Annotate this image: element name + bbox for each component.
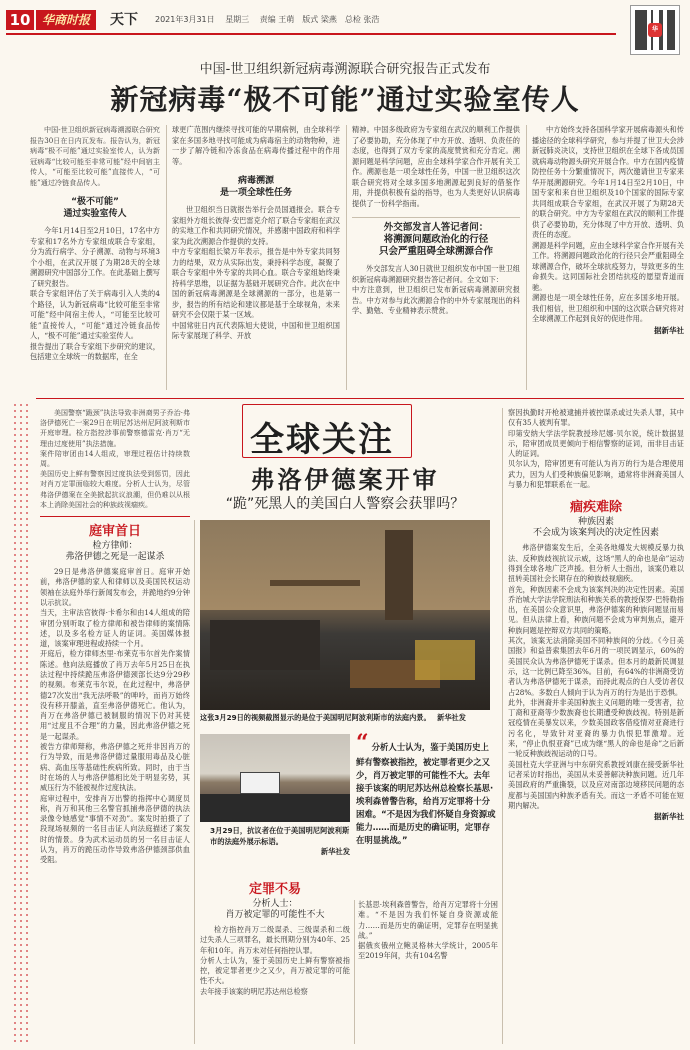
divider: [354, 900, 355, 1044]
photo1-caption-wrap: [200, 713, 500, 723]
decorative-dots: [12, 402, 30, 1042]
sec3-sub: 种族因素 不会成为该案判决的决定性因素: [532, 517, 659, 539]
sec2-title: 定罪不易: [248, 882, 301, 897]
header-rule: [6, 33, 616, 35]
divider: [502, 408, 503, 1044]
top-article-headline: 新冠病毒“极不可能”通过实验室传人: [110, 83, 580, 116]
photo2-credit: 新华社发: [320, 847, 350, 856]
divider: [526, 125, 527, 390]
global-col3: [358, 900, 498, 962]
sec1-sub: 检方律师： 弗洛伊德之死是一起谋杀: [65, 541, 165, 563]
sec2-sub: 分析人士： 肖万被定罪的可能性不大: [225, 899, 325, 920]
protest-photo: [200, 734, 350, 822]
photo2-caption: 3月29日，抗议者在位于美国明尼阿波利斯市的法庭外展示标语。: [210, 826, 350, 846]
subhead-fm-spokesperson: 外交部发言人答记者问： 将溯源问题政治化的行径 只会严重阻碍全球溯源合作: [352, 217, 520, 258]
sec1-title: 庭审首日: [40, 516, 190, 539]
qr-code-icon: 华: [630, 5, 680, 55]
issue-date: 2021年3月31日: [155, 15, 215, 24]
divider: [194, 520, 195, 1044]
quote-mark-icon: “: [356, 730, 369, 756]
col1-body: 今年1月14日至2月10日，17名中方专家和17名外方专家组成联合专家组，分为流行病学、分子溯源、动物与环境3个小组，在武汉开展了为期28天的全球溯源研究中国部分工作。在此基础上撰写了研究报告。 联合专家组评估了关于病毒引入人类的4个路径，认为新冠病毒“比较可能至非常可能”经中间宿主传人，“可能至比较可能”直接传人，“可能”通过冷链食品传人，“极不可能”通过实验室传人。 报告提出了联合专家组下步研究的建议，包括建立全球统一的数据库，在全: [30, 226, 160, 361]
top-article-col3: [352, 125, 520, 317]
header-meta: [155, 14, 379, 25]
top-article-lead: 中国-世卫组织新冠病毒溯源联合研究报告30日在日内瓦发布。报告认为，新冠病毒“极不可能”通过实验室传人，认为新冠病毒“比较可能至非常可能”经中间宿主传人，“可能至比较可能”直接传人，“可能”通过冷链食品传人。: [30, 125, 160, 187]
divider: [166, 125, 167, 390]
subhead-global-task: 病毒溯源 是一项全球性任务: [219, 176, 292, 198]
photo1-caption: 这张3月29日的视频截图显示的是位于美国明尼阿波利斯市的法庭内景。: [200, 713, 431, 722]
newspaper-name: 华商时报: [36, 10, 96, 30]
col3-body-b: 外交部发言人30日就世卫组织发布中国一世卫组织新冠病毒溯源研究报告答记者问。全文如下： 中方注意到，世卫组织已发布新冠病毒溯源研究报告。中方对参与此次溯源合作的中外专家展现出的科学、勤勉、专业精神表示赞赏。: [352, 264, 520, 315]
section-name: 天下: [110, 12, 138, 28]
global-col3-body: 长基思·埃利森曾警告，给肖万定罪将十分困难。“不是因为我们怀疑自身资源或能力……而是历史的确证明，定罪存在明显挑战。” 据俄亥俄州立鲍灵格林大学统计，2005年至2019年间，共有104名警: [358, 900, 498, 961]
global-col4-body-b: 弗洛伊德案发生后，全美各地爆发大规模反暴力执法、反种族歧视抗议示威，这场“黑人的命也是命”运动得到全球各地广泛声援。但分析人士指出，该案仍难以扭转美国社会长期存在的种族歧视痼疾。 首先，种族因素不会成为该案判决的决定性因素。美国乔治城大学法学院刑法和种族关系的教授保罗·巴特勒指出，在美国公众意识里，弗洛伊德案的种族问题显而易见。但从法律上看，种族问题不会成为审判焦点，避开种族问题是控辩双方共同的策略。 其次，该案无法消除美国不同种族间的分歧。《今日美国报》和益普索集团去年6月的一项民调显示，60%的美国民众认为弗洛伊德死于谋杀。但本月的最新民调显示，这一比例已降至36%。目前，有64%的非洲裔受访者认为弗洛伊德死于谋杀，而持此观点的白人受访者仅占28%。多数白人倾向于认为肖万的行为是出于恐惧。 此外，非洲裔并非美国种族主义问题的唯一受害者，拉丁裔和亚裔等少数族裔也长期遭受种族歧视。特别是新冠疫情在美暴发以来，少数美国政客借疫情对亚裔进行污名化，导致针对亚裔的暴力仇恨犯罪激增。近来，“停止仇恨亚裔”已成为继“黑人的命也是命”之后新一轮反种族歧视运动的口号。 美国杜克大学亚洲与中东研究系教授刘康在接受新华社记者采访时指出，美国从未妥善解决种族问题。近几年美国政府的严重撕裂，以及应对南部边境移民问题的态度都与美国国内种族矛盾有关。而这一矛盾不可能在短期内解决。: [508, 543, 684, 810]
top-article-col4: [532, 125, 684, 336]
photo1-credit: 新华社发: [437, 713, 466, 722]
global-col4-body-a: 察因执勤时开枪被逮捕并被控谋杀或过失杀人罪，其中仅有35人被判有罪。 印第安纳大学法学院教授珍尼娜·贝尔说，统计数据显示，陪审团成员更倾向于相信警察的证词，而非目击证人的证词。 贝尔认为，陪审团更有可能认为肖万的行为是合理使用武力，因为人们受种族偏见影响，通常将非洲裔美国人与暴力和犯罪联系在一起。: [508, 408, 684, 490]
col3-body-a: 精神。中国多级政府为专家组在武汉的顺利工作提供了必要协助，充分体现了中方开放、透明、负责任的态度，也得到了双方专家的高度赞赏和充分肯定。溯源问题是科学问题，应由全球科学家合作开展有关工作。溯源也是一项全球性任务，中国一世卫组织这次联合研究将对全球多国多地溯源起到良好的借鉴作用，并提供积极有益的指导，也为人类更好认识病毒提供了一份科学指南。: [352, 125, 520, 208]
panel-title: 全球关注: [250, 420, 394, 460]
top-article-kicker: 中国-世卫组织新冠病毒溯源联合研究报告正式发布: [199, 62, 491, 77]
global-headline: 弗洛伊德案开审: [250, 465, 440, 494]
global-subheadline: “跪”死黑人的美国白人警察会获罪吗？: [225, 496, 465, 512]
divider: [346, 125, 347, 390]
top-article-col1: [30, 125, 160, 363]
issue-weekday: 星期三: [225, 15, 250, 24]
photo2-caption-wrap: [210, 826, 350, 858]
pull-quote-text: 分析人士认为，鉴于美国历史上鲜有警察被指控，被定罪者更少之又少，肖万被定罪的可能性不大。去年接手该案的明尼苏达州总检察长基思·埃利森曾警告称，给肖万定罪将十分困难。“不是因为我们怀疑自身资源或能力……而是历史的确证明，定罪存在明显挑战。”: [356, 742, 496, 845]
pull-quote: [356, 730, 496, 892]
col4-body: 中方始终支持各国科学家开展病毒源头和传播途径的全球科学研究，参与并提了世卫大会涉新冠肺炎决议，支持世卫组织在全球下各成员国就病毒动物源头研究开展合作。中方在国内疫情防控任务十分繁重情况下，两次邀请世卫专家来华开展溯源研究。今年1月14日至2月10日，中国专家和来自世卫组织及10个国家的国际专家共同组成联合专家组，在武汉开展了为期28天的联合研究。中方为专家组在武汉的顺利工作提供了必要协助，充分体现了中方开放、透明、负责任的态度。 溯源是科学问题，应由全球科学家合作开展有关工作。将溯源问题政治化的行径只会严重阻碍全球溯源合作，破坏全球抗疫努力，导致更多的生命损失。这同国际社会团结抗疫的愿望背道而驰。 溯源也是一项全球性任务，应在多国多地开展。我们相信，世卫组织和中国的这次联合研究将对全球溯源工作起到良好的促进作用。: [532, 125, 684, 323]
sec3-title: 痼疾难除: [569, 500, 622, 516]
global-col2: [200, 878, 350, 997]
courtroom-photo: [200, 520, 490, 710]
top-article-col2: [172, 125, 340, 342]
col2-body-a: 球更广范围内继续寻找可能的早期病例，由全球科学家在多国多地寻找可能成为病毒宿主的动物物种，进一步了解冷链和冷冻食品在病毒传播过程中的作用等。: [172, 125, 340, 166]
sec2-body: 检方指控肖万二级谋杀、三级谋杀和二级过失杀人三项罪名，最长刑期分别为40年、25年和10年。肖万未对任何指控认罪。 分析人士认为，鉴于美国历史上鲜有警察被指控，被定罪者更少之又少，肖万被定罪的可能性不大。 去年接手该案的明尼苏达州总检察: [200, 925, 350, 996]
sec1-body: 29日是弗洛伊德案庭审首日。庭审开始前，弗洛伊德的家人和律师以及美国民权运动领袖在法庭外举行新闻发布会，并跪地约9分钟以示抗议。 当天，主审法官彼得·卡希尔和由14人组成的陪审团分别听取了检方律师和被告律师的案情陈述，以及多名检方证人的证词。美国媒体报道，该案审理进程或持续一个月。 开庭后，检方律师杰里·布莱克韦尔首先作案情陈述。他向法庭播放了肖万去年5月25日在执法过程中持续跪压弗洛伊德颈部长达9分29秒的视频。布莱克韦尔说，在此过程中，弗洛伊德27次发出“我无法呼吸”的呻吟，而肖万始终没有移开膝盖，直至弗洛伊德死亡。他认为，肖万在弗洛伊德已被制服的情况下仍对其使用“过度且不合理”的力量，因此弗洛伊德之死是一起谋杀。 被告方律师辩称，弗洛伊德之死并非因肖万的行为导致，而是弗洛伊德过量服用毒品及心脏病、高血压等基础性疾病所致。同时，由于当时在场的人与弗洛伊德相比处于明显劣势，其威压行为不能被视作过度执法。 庭审过程中，安排肖万出警的指挥中心调度员称，肖万和其他三名警官抓捕弗洛伊德的执法录像令她感觉“事情不对劲”。案发时拍摄了了段现场视频的一名目击证人向法庭描述了案发时的情景。身为武术运动员的另一名目击证人认为，肖万的跪压动作导致弗洛伊德颈部供血受阻。: [40, 567, 190, 865]
global-col4: [508, 408, 684, 822]
global-credit: 据新华社: [654, 812, 684, 822]
top-article-credit: 据新华社: [654, 325, 684, 335]
editors: 责编 王萌 版式 梁燕 总检 张浩: [259, 15, 380, 24]
global-intro: 美国警察“跪颈”执法导致非洲裔男子乔治·弗洛伊德死亡一案29日在明尼苏达州尼阿波利斯市开庭审理。检方指控涉事前警察德雷克·肖万“无理由过度使用”执法措施。 案件陪审团由14人组成，审理过程估计持续数周。 美国历史上鲜有警察因过度执法受到惩罚，因此对肖万定罪面临较大难度。分析人士认为，尽管弗洛伊德案在全美掀起抗议浪潮，但仍难以从根本上消除美国社会的种族歧视痼疾。: [40, 409, 190, 509]
global-col1: [40, 408, 190, 866]
page-number: 10: [6, 10, 34, 30]
subhead-lab: “极不可能” 通过实验室传人: [63, 197, 127, 219]
panel-top-rule: [36, 398, 684, 399]
col2-body-b: 世卫组织当日就报告举行会员国通报会。联合专家组外方组长彼得·安巴雷克介绍了联合专家组在武汉的实地工作和共同研究情况，并感谢中国政府和科学家为此次溯源合作提供的支持。 中方专家组组长梁万年表示，报告是中外专家共同努力的结果，双方从实际出发，秉持科学态度，凝聚了联合专家组中外专家的共同心血。联合专家组始终秉持科学思维，以证据为基础开展研究合作。此次在中国的新冠病毒溯源是全球溯源的一部分，也是第一步，报告的所有结论和建议都是基于全球视角，未来研究不会仅限于某一区域。 中国常驻日内瓦代表陈旭大使说，中国和世卫组织国际专家展现了科学、开放: [172, 205, 340, 340]
